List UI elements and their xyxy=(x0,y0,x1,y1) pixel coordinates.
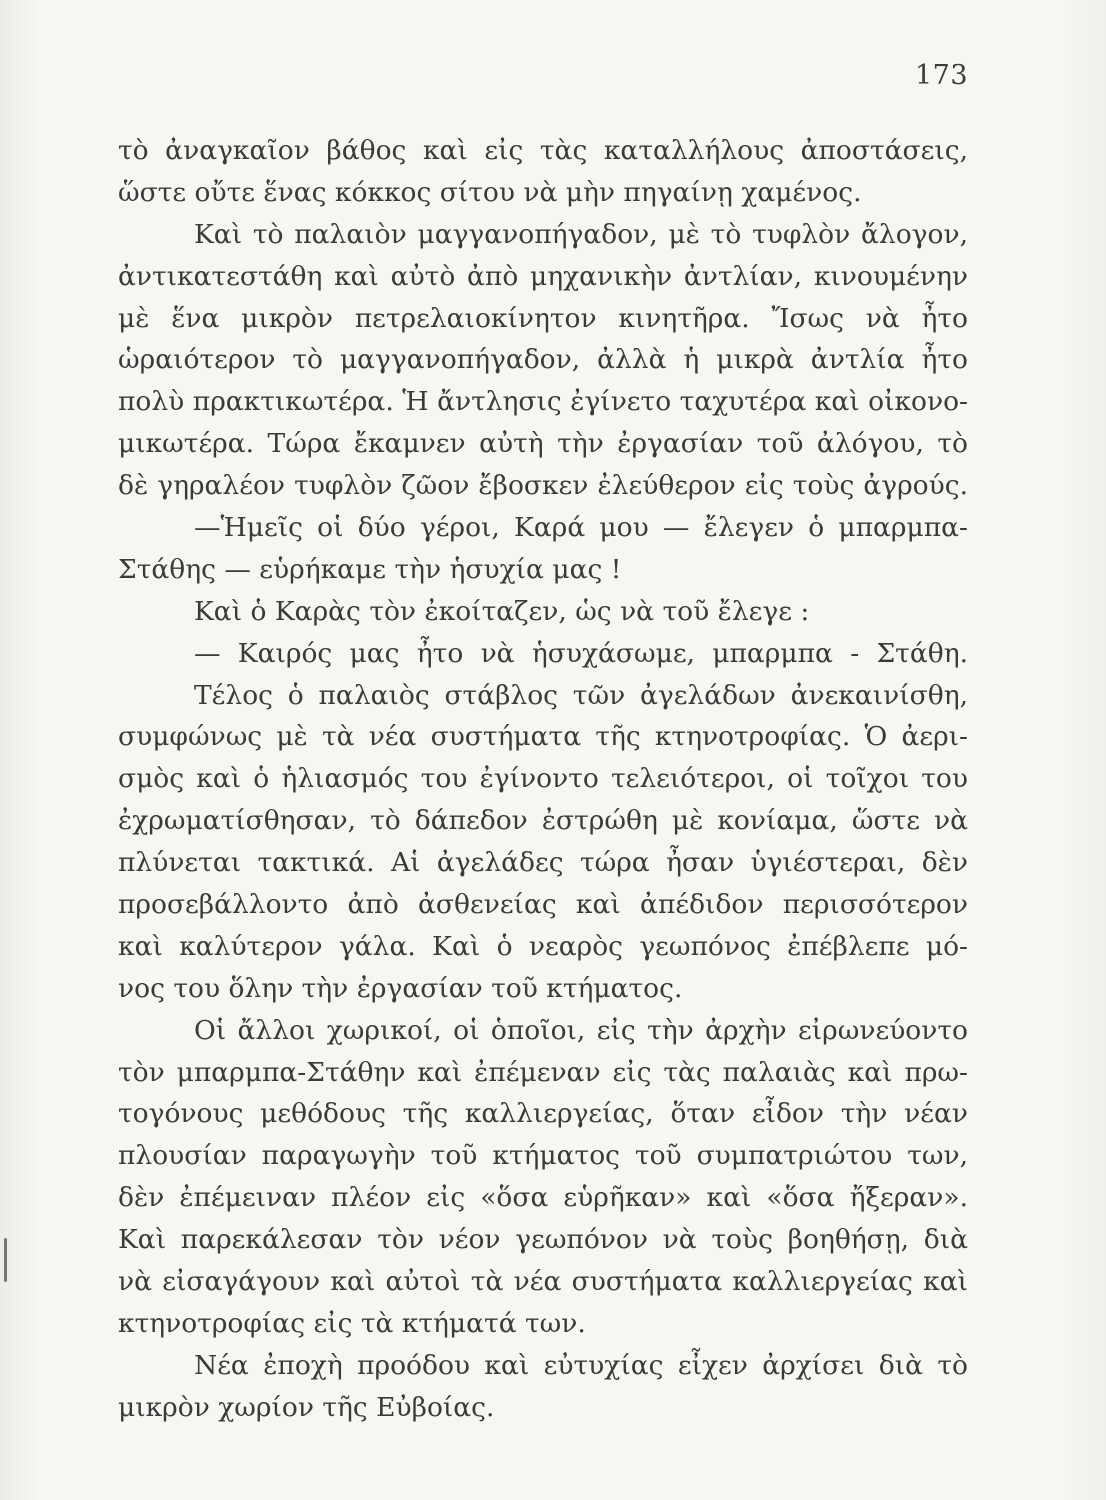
binding-shadow-mark xyxy=(4,1238,7,1282)
text-line: μικρὸν χωρίον τῆς Εὐβοίας. xyxy=(118,1391,495,1423)
text-line: μὲ ἕνα μικρὸν πετρελαιοκίνητον κινητῆρα. Ἴσως νὰ ἦτο xyxy=(118,302,968,334)
text-line: Τέλος ὁ παλαιὸς στάβλος τῶν ἀγελάδων ἀνεκαινίσθη, xyxy=(194,679,968,711)
text-line: πολὺ πρακτικωτέρα. Ἡ ἄντλησις ἐγίνετο ταχυτέρα καὶ οἰκονο- xyxy=(118,386,968,418)
text-line: —Ἡμεῖς οἱ δύο γέροι, Καρά μου — ἔλεγεν ὁ μπαρμπα- xyxy=(194,512,968,544)
text-line: δὲν ἐπέμειναν πλέον εἰς «ὅσα εὑρῆκαν» καὶ «ὅσα ἤξεραν». xyxy=(118,1182,968,1214)
text-line: Νέα ἐποχὴ προόδου καὶ εὐτυχίας εἶχεν ἀρχίσει διὰ τὸ xyxy=(194,1349,968,1381)
text-line: κτηνοτροφίας εἰς τὰ κτήματά των. xyxy=(118,1307,586,1339)
text-line: Οἱ ἄλλοι χωρικοί, οἱ ὁποῖοι, εἰς τὴν ἀρχὴν εἰρωνεύοντο xyxy=(194,1014,968,1046)
text-line: — Καιρός μας ἦτο νὰ ἡσυχάσωμε, μπαρμπα - Στάθη. xyxy=(194,637,968,669)
text-line: τὸν μπαρμπα-Στάθην καὶ ἐπέμεναν εἰς τὰς παλαιὰς καὶ πρω- xyxy=(118,1056,968,1088)
text-line: Καὶ ὁ Καρὰς τὸν ἐκοίταζεν, ὡς νὰ τοῦ ἔλεγε : xyxy=(194,595,810,627)
text-line: πλύνεται τακτικά. Αἱ ἀγελάδες τώρα ἦσαν ὑγιέστεραι, δὲν xyxy=(118,847,968,879)
text-line: ἀντικατεστάθη καὶ αὐτὸ ἀπὸ μηχανικὴν ἀντλίαν, κινουμένην xyxy=(118,260,968,292)
text-line: Καὶ παρεκάλεσαν τὸν νέον γεωπόνον νὰ τοὺς βοηθήσῃ, διὰ xyxy=(118,1224,968,1256)
text-line: Στάθης — εὑρήκαμε τὴν ἡσυχία μας ! xyxy=(118,553,622,585)
text-line: σμὸς καὶ ὁ ἡλιασμός του ἐγίνοντο τελειότεροι, οἱ τοῖχοι του xyxy=(118,763,968,795)
text-line: ὡραιότερον τὸ μαγγανοπήγαδον, ἀλλὰ ἡ μικρὰ ἀντλία ἦτο xyxy=(118,344,968,376)
text-line: συμφώνως μὲ τὰ νέα συστήματα τῆς κτηνοτροφίας. Ὁ ἀερι- xyxy=(118,721,968,753)
text-line: ἐχρωματίσθησαν, τὸ δάπεδον ἐστρώθη μὲ κονίαμα, ὥστε νὰ xyxy=(118,805,968,837)
text-line: προσεβάλλοντο ἀπὸ ἀσθενείας καὶ ἀπέδιδον περισσότερον xyxy=(118,889,968,921)
body-text xyxy=(118,130,968,1429)
text-line: μικωτέρα. Τώρα ἔκαμνεν αὐτὴ τὴν ἐργασίαν τοῦ ἀλόγου, τὸ xyxy=(118,428,968,460)
text-line: δὲ γηραλέον τυφλὸν ζῶον ἔβοσκεν ἐλεύθερον εἰς τοὺς ἀγρούς. xyxy=(118,470,968,502)
text-line: πλουσίαν παραγωγὴν τοῦ κτήματος τοῦ συμπατριώτου των, xyxy=(118,1140,968,1172)
text-line: τογόνους μεθόδους τῆς καλλιεργείας, ὅταν εἶδον τὴν νέαν xyxy=(118,1098,968,1130)
text-line: καὶ καλύτερον γάλα. Καὶ ὁ νεαρὸς γεωπόνος ἐπέβλεπε μό- xyxy=(118,930,968,962)
page-number: 173 xyxy=(915,60,969,91)
text-line: τὸ ἀναγκαῖον βάθος καὶ εἰς τὰς καταλλήλους ἀποστάσεις, xyxy=(118,135,968,166)
text-line: νὰ εἰσαγάγουν καὶ αὐτοὶ τὰ νέα συστήματα καλλιεργείας καὶ xyxy=(118,1266,968,1298)
text-line: ὥστε οὔτε ἕνας κόκκος σίτου νὰ μὴν πηγαίνῃ χαμένος. xyxy=(118,176,862,208)
text-line: νος του ὅλην τὴν ἐργασίαν τοῦ κτήματος. xyxy=(118,972,683,1004)
text-line: Καὶ τὸ παλαιὸν μαγγανοπήγαδον, μὲ τὸ τυφλὸν ἄλογον, xyxy=(194,218,968,250)
